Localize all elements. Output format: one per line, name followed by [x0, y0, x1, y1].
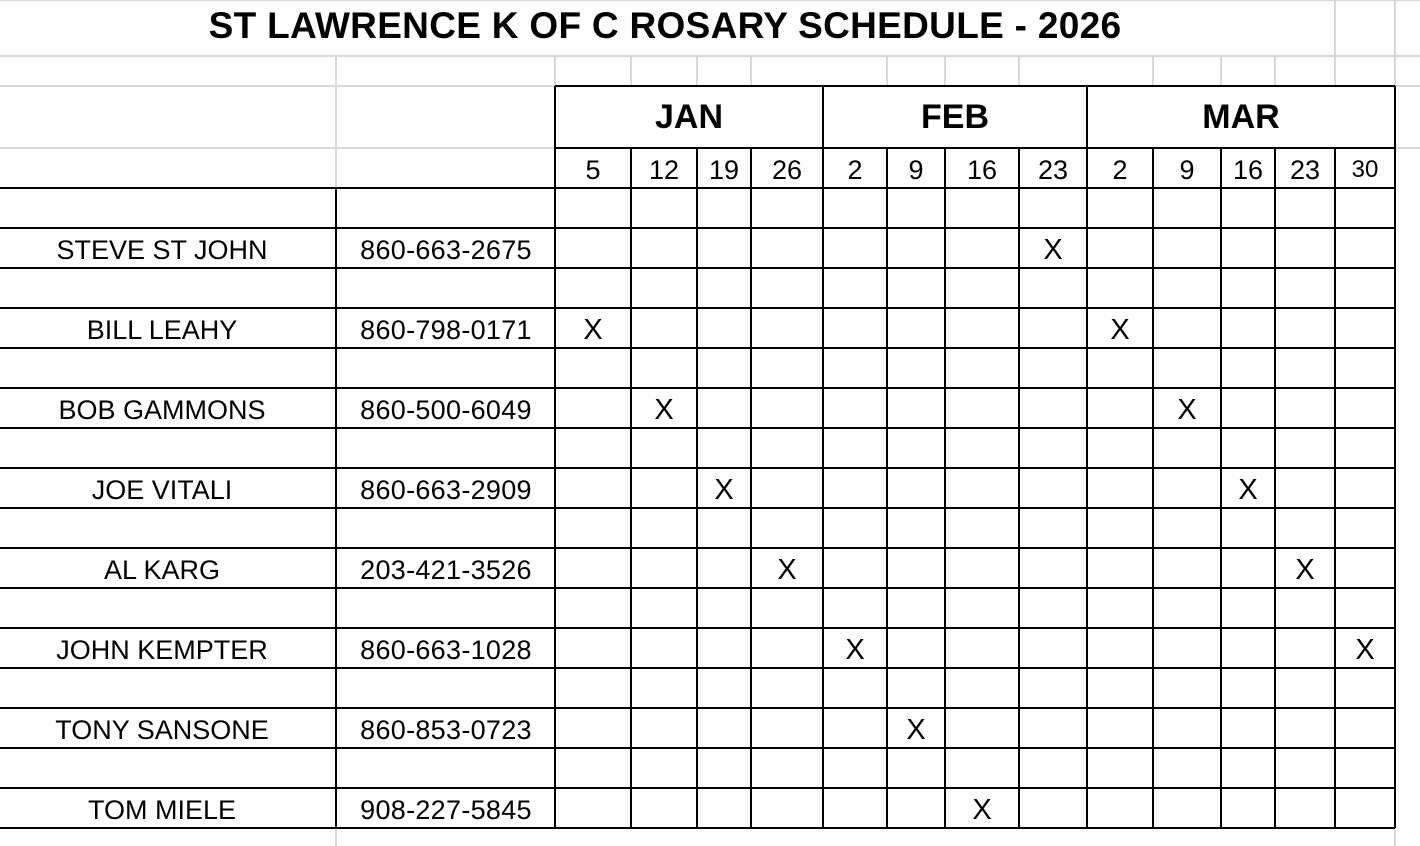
schedule-mark: X [906, 714, 926, 746]
member-phone: 860-853-0723 [360, 715, 532, 745]
schedule-mark: X [1110, 314, 1130, 346]
member-name: JOE VITALI [91, 475, 233, 505]
member-phone: 860-500-6049 [360, 395, 532, 425]
month-header-jan: JAN [654, 98, 724, 136]
month-header-feb: FEB [921, 98, 989, 136]
day-header: 30 [1351, 156, 1379, 183]
day-header: 9 [1179, 155, 1195, 185]
schedule-mark: X [972, 794, 992, 826]
schedule-mark: X [1355, 634, 1375, 666]
schedule-mark: X [777, 554, 797, 586]
member-name: BOB GAMMONS [58, 395, 266, 425]
schedule-mark: X [654, 394, 674, 426]
day-header: 16 [966, 155, 998, 185]
member-phone: 860-663-1028 [360, 635, 532, 665]
month-header-mar: MAR [1202, 98, 1280, 136]
page-title: ST LAWRENCE K OF C ROSARY SCHEDULE - 2026 [208, 5, 1122, 46]
schedule-mark: X [845, 634, 865, 666]
member-phone: 203-421-3526 [360, 555, 532, 585]
schedule-mark: X [714, 474, 734, 506]
schedule-mark: X [583, 314, 603, 346]
day-header: 2 [847, 155, 863, 185]
member-name: TONY SANSONE [55, 715, 269, 745]
member-phone: 860-798-0171 [360, 315, 532, 345]
schedule-mark: X [1177, 394, 1197, 426]
member-name: AL KARG [103, 555, 221, 585]
day-header: 12 [648, 155, 680, 185]
member-name: JOHN KEMPTER [56, 635, 268, 665]
member-name: STEVE ST JOHN [56, 235, 268, 265]
member-phone: 908-227-5845 [360, 795, 532, 825]
member-phone: 860-663-2675 [360, 235, 532, 265]
day-header: 2 [1112, 155, 1128, 185]
schedule-mark: X [1238, 474, 1258, 506]
member-name: TOM MIELE [87, 795, 237, 825]
day-header: 16 [1232, 155, 1264, 185]
day-header: 5 [585, 155, 601, 185]
schedule-mark: X [1295, 554, 1315, 586]
schedule-mark: X [1043, 234, 1063, 266]
day-header: 26 [771, 155, 803, 185]
member-name: BILL LEAHY [86, 315, 238, 345]
day-header: 23 [1037, 155, 1069, 185]
day-header: 23 [1289, 155, 1321, 185]
day-header: 19 [708, 155, 740, 185]
day-header: 9 [908, 155, 924, 185]
member-phone: 860-663-2909 [360, 475, 532, 505]
